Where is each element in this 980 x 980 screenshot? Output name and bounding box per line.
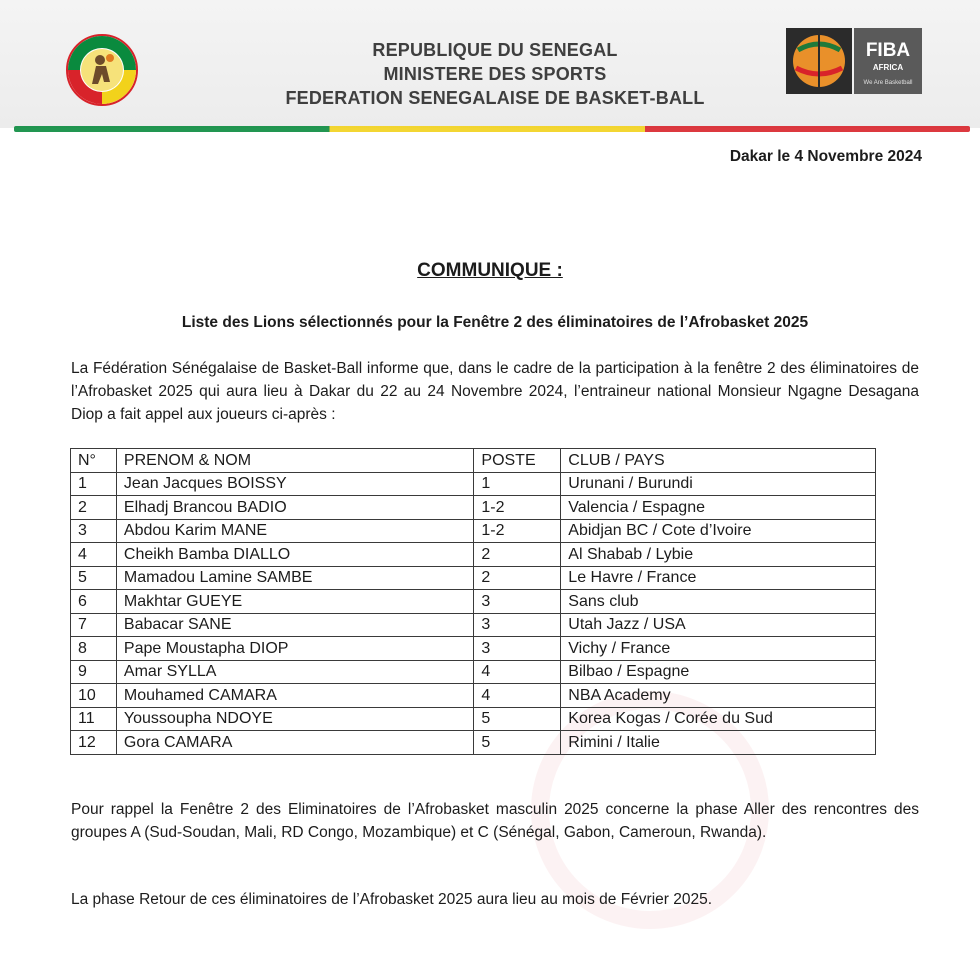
header-club: CLUB / PAYS: [561, 449, 876, 473]
player-position: 1-2: [474, 519, 561, 543]
player-name: Amar SYLLA: [116, 660, 473, 684]
player-position: 2: [474, 543, 561, 567]
player-club: Vichy / France: [561, 637, 876, 661]
svg-text:FIBA: FIBA: [865, 40, 911, 61]
player-club: Abidjan BC / Cote d’Ivoire: [561, 519, 876, 543]
player-position: 3: [474, 590, 561, 614]
player-name: Mamadou Lamine SAMBE: [116, 566, 473, 590]
player-club: Al Shabab / Lybie: [561, 543, 876, 567]
player-club: Bilbao / Espagne: [561, 660, 876, 684]
federation-line: FEDERATION SENEGALAISE DE BASKET-BALL: [285, 88, 705, 108]
table-row: [71, 637, 876, 661]
table-header-row: [71, 449, 876, 473]
table-row: [71, 684, 876, 708]
player-position: 3: [474, 637, 561, 661]
players-table: [70, 448, 876, 755]
ministry-line: MINISTERE DES SPORTS: [383, 64, 607, 84]
player-position: 1: [474, 472, 561, 496]
player-name: Makhtar GUEYE: [116, 590, 473, 614]
player-club: Sans club: [561, 590, 876, 614]
player-name: Mouhamed CAMARA: [116, 684, 473, 708]
player-number: 5: [71, 566, 117, 590]
player-position: 2: [474, 566, 561, 590]
communique-subtitle: Liste des Lions sélectionnés pour la Fenêtre 2 des éliminatoires de l’Afrobasket 2025: [181, 314, 809, 331]
player-number: 8: [71, 637, 117, 661]
fsbb-logo-icon: [66, 34, 138, 106]
header-name: PRENOM & NOM: [116, 449, 473, 473]
player-club: Korea Kogas / Corée du Sud: [561, 707, 876, 731]
player-number: 10: [71, 684, 117, 708]
player-name: Babacar SANE: [116, 613, 473, 637]
player-number: 9: [71, 660, 117, 684]
player-number: 12: [71, 731, 117, 755]
player-name: Elhadj Brancou BADIO: [116, 496, 473, 520]
table-row: [71, 566, 876, 590]
player-club: Le Havre / France: [561, 566, 876, 590]
table-row: [71, 613, 876, 637]
intro-paragraph: La Fédération Sénégalaise de Basket-Ball informe que, dans le cadre de la participation à la fenêtre 2 des éliminatoires de l’Afrobasket 2025 qui aura lieu à Dakar du 22 au 24 Novembre 2024, l’entraineur national Monsieur Ngagne Desagana Diop a fait appel aux joueurs ci-après :: [71, 360, 919, 423]
table-row: [71, 590, 876, 614]
communique-title: COMMUNIQUE :: [417, 260, 563, 281]
fiba-africa-logo-icon: [786, 28, 922, 94]
player-name: Pape Moustapha DIOP: [116, 637, 473, 661]
player-number: 6: [71, 590, 117, 614]
player-number: 3: [71, 519, 117, 543]
svg-text:We Are Basketball: We Are Basketball: [863, 80, 913, 86]
return-phase-paragraph: La phase Retour de ces éliminatoires de l’Afrobasket 2025 aura lieu au mois de Février 2025.: [71, 891, 713, 908]
table-row: [71, 660, 876, 684]
player-number: 4: [71, 543, 117, 567]
player-name: Youssoupha NDOYE: [116, 707, 473, 731]
player-club: Valencia / Espagne: [561, 496, 876, 520]
table-row: [71, 731, 876, 755]
header-position: POSTE: [474, 449, 561, 473]
player-name: Abdou Karim MANE: [116, 519, 473, 543]
player-position: 5: [474, 707, 561, 731]
table-row: [71, 519, 876, 543]
player-number: 2: [71, 496, 117, 520]
player-number: 11: [71, 707, 117, 731]
player-number: 1: [71, 472, 117, 496]
player-position: 1-2: [474, 496, 561, 520]
player-club: Utah Jazz / USA: [561, 613, 876, 637]
player-club: Urunani / Burundi: [561, 472, 876, 496]
player-number: 7: [71, 613, 117, 637]
player-position: 5: [474, 731, 561, 755]
player-club: Rimini / Italie: [561, 731, 876, 755]
svg-text:AFRICA: AFRICA: [872, 63, 904, 72]
republic-line: REPUBLIQUE DU SENEGAL: [372, 40, 618, 60]
player-name: Gora CAMARA: [116, 731, 473, 755]
player-name: Jean Jacques BOISSY: [116, 472, 473, 496]
player-name: Cheikh Bamba DIALLO: [116, 543, 473, 567]
senegal-flag-stripe: [14, 126, 970, 132]
letterhead-title: [260, 38, 730, 110]
reminder-paragraph: Pour rappel la Fenêtre 2 des Eliminatoires de l’Afrobasket masculin 2025 concerne la phase Aller des rencontres des groupes A (Sud-Soudan, Mali, RD Congo, Mozambique) et C (Sénégal, Gabon, Cameroun, Rwanda).: [71, 801, 919, 841]
header-number: N°: [71, 449, 117, 473]
table-row: [71, 707, 876, 731]
table-row: [71, 543, 876, 567]
table-row: [71, 472, 876, 496]
player-position: 3: [474, 613, 561, 637]
player-club: NBA Academy: [561, 684, 876, 708]
table-row: [71, 496, 876, 520]
document-date: Dakar le 4 Novembre 2024: [729, 148, 922, 165]
player-position: 4: [474, 660, 561, 684]
player-position: 4: [474, 684, 561, 708]
